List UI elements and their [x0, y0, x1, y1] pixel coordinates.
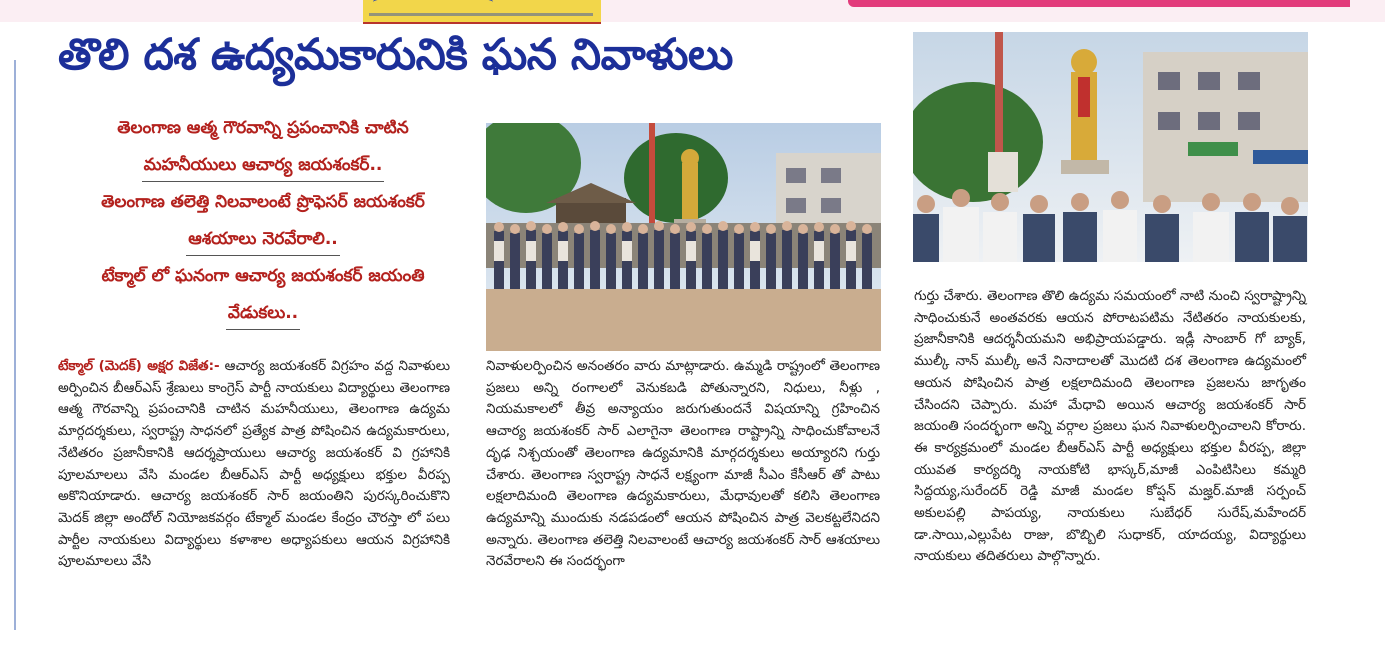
subhead-2: మహనీయులు ఆచార్య జయశంకర్..	[58, 155, 468, 192]
byline: టేక్మాల్ (మెదక్) అక్షర విజేత:-	[58, 358, 220, 374]
column-rule	[14, 60, 16, 630]
subhead-1: తెలంగాణ ఆత్మ గౌరవాన్ని ప్రపంచానికి చాటిన	[117, 118, 409, 138]
headline: తొలి దశ ఉద్యమకారునికి ఘన నివాళులు	[58, 30, 733, 80]
page-banner	[848, 0, 1350, 7]
article-column-2: నివాళులర్పించిన అనంతరం వారు మాట్లాడారు. ఉమ్మడి రాష్ట్రంలో తెలంగాణ ప్రజలు అన్ని రంగాలలో వెనుకబడి పోతున్నారని, నిధులు, నీళ్లు , నియమకాలలో తీవ్ర అన్యాయం జరుగుతుందనే విషయాన్ని గ్రహించిన ఆచార్య జయశంకర్ సార్ ఎలాగైనా తెలంగాణ రాష్ట్రాన్ని సాధించుకోవాలనే దృఢ నిశ్చయంతో తెలంగాణ ఉద్యమానికి మార్గదర్శకులు అయ్యారని గుర్తు చేశారు. తెలంగాణ స్వరాష్ట్ర సాధనే లక్ష్యంగా మాజీ సీఎం కేసీఆర్ తో పాటు లక్షలాదిమంది తెలంగాణ ఉద్యమకారులు, మేధావులతో కలిసి తెలంగాణ ఉద్యమాన్ని ముందుకు నడపడంలో ఆయన పోషించిన పాత్ర వెలకట్టలేనిదని అన్నారు. తెలంగాణ తలెత్తి నిలవాలంటే ఆచార్య జయశంకర్ సార్ ఆశయాలు నెరవేరాలని ఈ సందర్భంగా	[486, 358, 880, 570]
subhead-4: ఆశయాలు నెరవేరాలి..	[58, 229, 468, 266]
subhead-5: టేక్మాల్ లో ఘనంగా ఆచార్య జయశంకర్ జయంతి	[101, 266, 425, 286]
photo-statue-garlanding	[913, 32, 1308, 262]
logo-band	[369, 13, 593, 16]
subhead-3: తెలంగాణ తలెత్తి నిలవాలంటే ప్రొఫెసర్ జయశంకర్	[101, 192, 425, 212]
newspaper-logo	[363, 0, 601, 24]
article-column-1	[58, 356, 450, 573]
photo-gathering-at-statue	[486, 123, 881, 351]
column-1-text: ఆచార్య జయశంకర్ విగ్రహం వద్ద నివాళులు అర్పించిన బీఆర్ఎస్ శ్రేణులు కాంగ్రెస్ పార్టీ నాయకులు విద్యార్థులు తెలంగాణ ఆత్మ గౌరవాన్ని ప్రపంచానికి చాటిన మహనీయులు, తెలంగాణ ఉద్యమ మార్గదర్శకులు, స్వరాష్ట్ర సాధనలో ప్రత్యేక పాత్ర పోషించిన ఉద్యమకారులు, నేటితరం ప్రజానీకానికి ఆదర్శప్రాయులు ఆచార్య జయశంకర్ వి గ్రహానికి పూలమాలలు వేసి మండల బీఆర్ఎస్ పార్టీ అధ్యక్షులు భక్తుల వీరప్ప అకొనియాడారు. ఆచార్య జయశంకర్ సార్ జయంతిని పురస్కరించుకొని మెదక్ జిల్లా అందోల్ నియోజకవర్గం టేక్మాల్ మండల కేంద్రం చౌరస్తా లో పలు పార్టీల నాయకులు విద్యార్థులు కళాశాల అధ్యాపకులు ఆయన విగ్రహానికి పూలమాలలు వేసి	[58, 358, 450, 570]
article-column-3: గుర్తు చేశారు. తెలంగాణ తొలి ఉద్యమ సమయంలో నాటి నుంచి స్వరాష్ట్రాన్ని సాధించుకునే అంతవరకు ఆయన పోరాటపటిమ నేటితరం నాయకులకు, ప్రజానీకానికి ఆదర్శనీయమని అభిప్రాయపడ్డారు. ఇడ్లీ సాంబార్ గో బ్యాక్, ముల్కీ నాన్ ముల్కీ అనే నినాదాలతో మొదటి దశ తెలంగాణ ఉద్యమంలో ఆయన పోషించిన పాత్ర లక్షలాదిమంది తెలంగాణ ప్రజలను జాగృతం చేసిందని చెప్పారు. మహా మేధావి అయిన ఆచార్య జయశంకర్ సార్ జయంతి సందర్భంగా అన్ని వర్గాల ప్రజలు ఘన నివాళులర్పించాలని కోరారు. ఈ కార్యక్రమంలో మండల బీఆర్ఎస్ పార్టీ అధ్యక్షులు భక్తుల వీరప్ప, జిల్లా యువత కార్యదర్శి నాయకోటి భాస్కర్,మాజీ ఎంపిటిసిలు కమ్మరి సిద్దయ్య,సురేందర్ రెడ్డి మాజీ మండల కోప్షన్ మజ్హర్.మాజీ సర్పంచ్ అకులపల్లి పాపయ్య, నాయకులు సుబేధర్ సురేష్,మహేందర్ డా.సాయి,ఎల్లుపేట రాజు, బొబ్బిలి సుధాకర్, యాదయ్య, విద్యార్థులు నాయకులు తదితరులు పాల్గొన్నారు.	[914, 288, 1306, 565]
subhead-6: వేడుకలు..	[58, 303, 468, 340]
logo-glyphs	[373, 0, 493, 19]
subheads	[58, 118, 468, 340]
